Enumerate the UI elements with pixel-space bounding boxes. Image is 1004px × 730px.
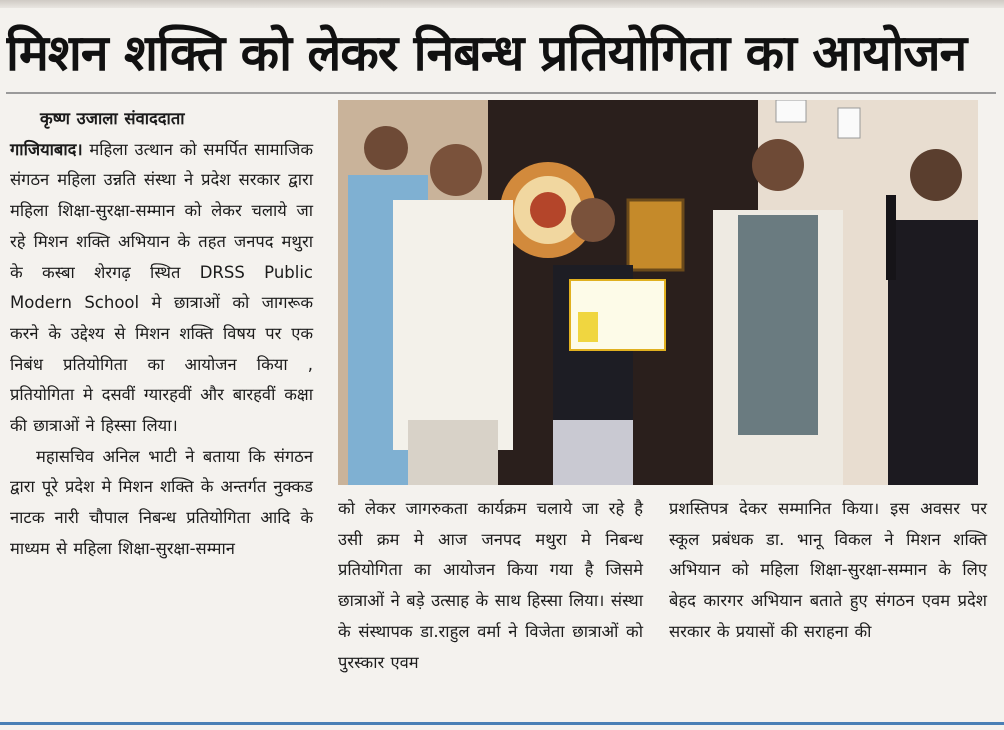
person-grey-vest	[738, 215, 818, 435]
woman-right	[888, 220, 978, 485]
paragraph-1-body: महिला उत्थान को समर्पित सामाजिक संगठन महिला उन्नति संस्था ने प्रदेश सरकार द्वारा महिला शिक्षा-सुरक्षा-सम्मान को लेकर चलाये जा रहे मिशन शक्ति अभियान के तहत जनपद मथुरा के कस्बा शेरगढ़ स्थित DRSS Public Modern School मे छात्राओं को जागरूक करने के उद्देश्य से मिशन शक्ति विषय पर एक निबंध प्रतियोगिता का आयोजन किया , प्रतियोगिता मे दसवीं ग्यारहवीं और बारहवीं कक्षा की छात्राओं ने हिस्सा लिया।	[10, 139, 314, 436]
paragraph-1	[10, 135, 313, 442]
paragraph-2-end: प्रशस्तिपत्र देकर सम्मानित किया। इस अवसर पर स्कूल प्रबंधक डा. भानू विकल ने मिशन शक्ति अभियान को महिला शिक्षा-सुरक्षा-सम्मान के लिए बेहद कारगर अभियान बताते हुए संगठन एवम प्रदेश सरकार के प्रयासों की सराहना की	[669, 499, 987, 641]
person-white-shirt	[393, 200, 513, 450]
headline-divider	[6, 92, 996, 94]
article-column-1	[10, 104, 313, 565]
article-column-2	[338, 494, 643, 678]
article-column-3	[669, 494, 987, 648]
paragraph-2-start: महासचिव अनिल भाटी ने बताया कि संगठन द्वारा पूरे प्रदेश मे मिशन शक्ति के अन्तर्गत नुक्कड नाटक नारी चौपाल निबन्ध प्रतियोगिता आदि के माध्यम से महिला शिक्षा-सुरक्षा-सम्मान	[10, 446, 313, 558]
previous-article-edge	[0, 0, 1004, 8]
byline: कृष्ण उजाला संवाददाता	[40, 109, 185, 128]
headline: मिशन शक्ति को लेकर निबन्ध प्रतियोगिता का आयोजन	[6, 24, 967, 82]
framed-picture	[628, 200, 683, 270]
dateline: गाजियाबाद।	[10, 139, 83, 159]
paragraph-2-middle: को लेकर जागरुकता कार्यक्रम चलाये जा रहे है उसी क्रम मे आज जनपद मथुरा मे निबन्ध प्रतियोगिता का आयोजन किया गया है जिसमे छात्राओं ने बड़े उत्साह के साथ हिस्सा लिया। संस्था के संस्थापक डा.राहुल वर्मा ने विजेता छात्राओं को पुरस्कार एवम	[338, 499, 643, 672]
news-photo	[338, 100, 978, 485]
photo-illustration	[338, 100, 978, 485]
page-bottom-edge	[0, 722, 1004, 725]
